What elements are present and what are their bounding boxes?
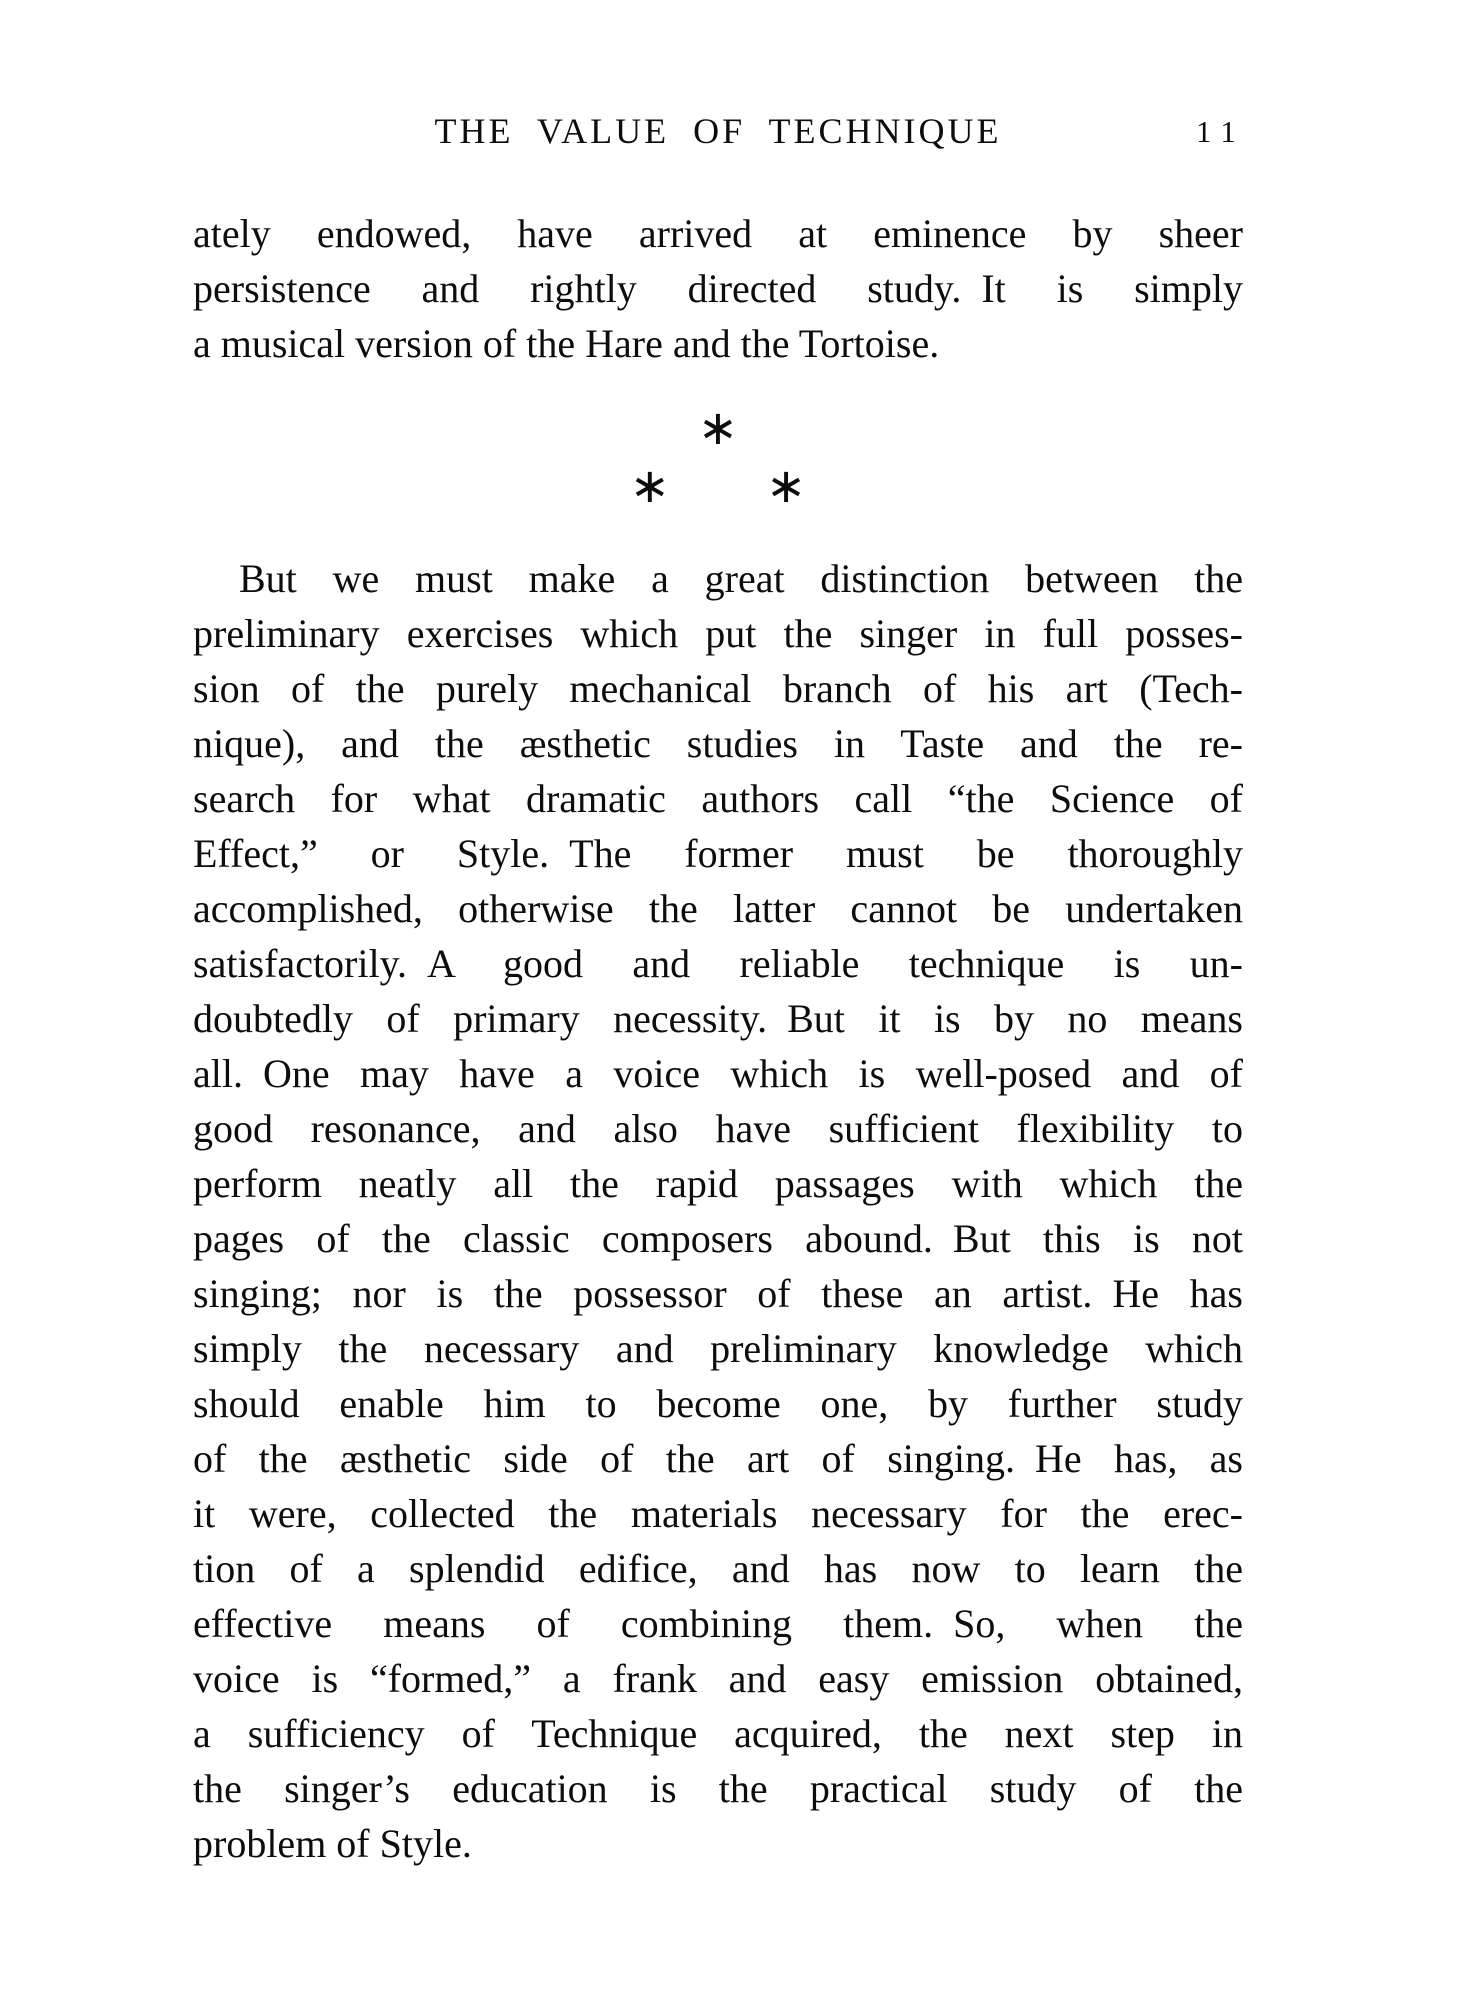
running-head-title: THE VALUE OF TECHNIQUE xyxy=(434,111,1002,151)
text-line: doubtedly of primary necessity. But it is by no means xyxy=(193,996,1243,1041)
text-line: pages of the classic composers abound. But this is not xyxy=(193,1216,1243,1261)
asterisk-icon: ∗ xyxy=(766,457,807,514)
text-line: tion of a splendid edifice, and has now to learn the xyxy=(193,1546,1243,1591)
text-line: it were, collected the materials necessary for the erec- xyxy=(193,1491,1243,1536)
text-line: problem of Style. xyxy=(193,1821,472,1866)
text-line: good resonance, and also have sufficient flexibility to xyxy=(193,1106,1243,1151)
text-line: search for what dramatic authors call “the Science of xyxy=(193,776,1243,821)
text-line: a sufficiency of Technique acquired, the next step in xyxy=(193,1711,1243,1756)
text-line: ately endowed, have arrived at eminence by sheer xyxy=(193,211,1243,256)
text-line: singing; nor is the possessor of these an artist. He has xyxy=(193,1271,1243,1316)
text-line: should enable him to become one, by further study xyxy=(193,1381,1243,1426)
text-line: preliminary exercises which put the singer in full posses- xyxy=(193,611,1243,656)
asterisk-separator-bottom xyxy=(193,458,1243,513)
text-line: the singer’s education is the practical study of the xyxy=(193,1766,1243,1811)
text-line: voice is “formed,” a frank and easy emission obtained, xyxy=(193,1656,1243,1701)
text-line: a musical version of the Hare and the Tortoise. xyxy=(193,321,940,366)
text-line: accomplished, otherwise the latter cannot be undertaken xyxy=(193,886,1243,931)
page-number: 11 xyxy=(1196,114,1246,149)
text-line: effective means of combining them. So, when the xyxy=(193,1601,1243,1646)
text-line: perform neatly all the rapid passages with which the xyxy=(193,1161,1243,1206)
text-line: Effect,” or Style. The former must be thoroughly xyxy=(193,831,1243,876)
text-line: But we must make a great distinction between the xyxy=(239,556,1243,601)
text-line: simply the necessary and preliminary knowledge which xyxy=(193,1326,1243,1371)
text-line: persistence and rightly directed study. It is simply xyxy=(193,266,1243,311)
paragraph-continuation xyxy=(193,206,1243,371)
asterisk-icon: ∗ xyxy=(697,399,739,456)
text-line: sion of the purely mechanical branch of his art (Tech- xyxy=(193,666,1243,711)
text-line: all. One may have a voice which is well-posed and of xyxy=(193,1051,1243,1096)
asterisk-separator-top xyxy=(193,400,1243,455)
paragraph-main xyxy=(193,551,1243,1871)
text-line: satisfactorily. A good and reliable technique is un- xyxy=(193,941,1243,986)
asterisk-icon: ∗ xyxy=(629,457,670,514)
text-line: nique), and the æsthetic studies in Taste and the re- xyxy=(193,721,1243,766)
text-line: of the æsthetic side of the art of singing. He has, as xyxy=(193,1436,1243,1481)
